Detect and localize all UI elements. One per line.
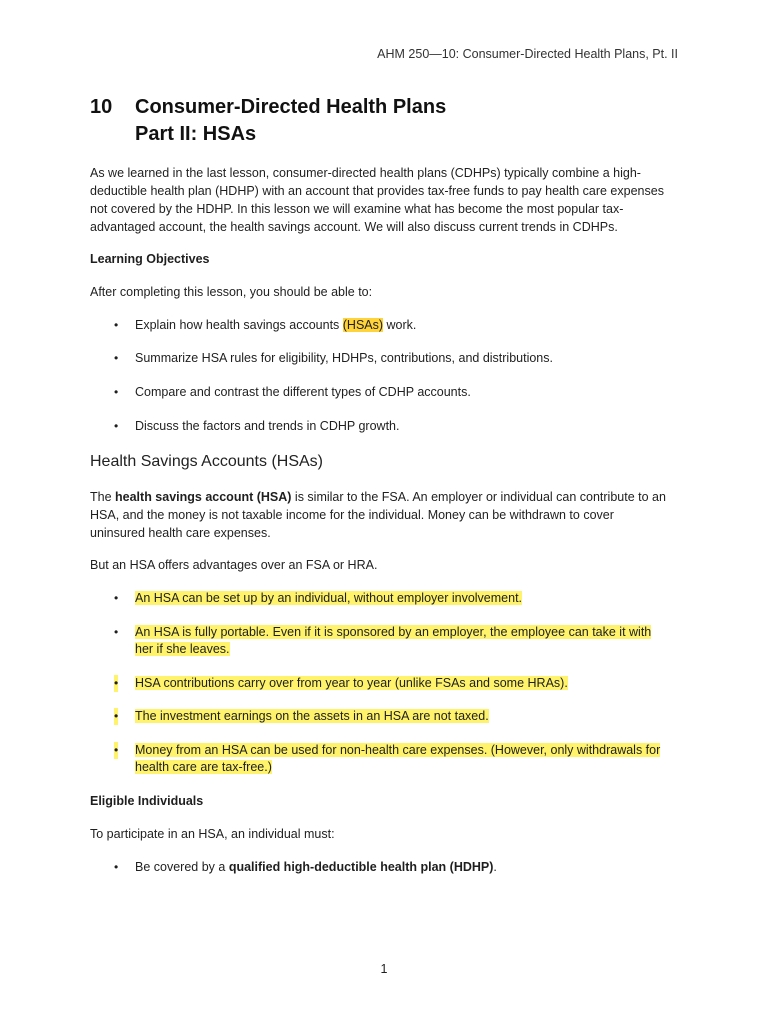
bullet-icon: •: [114, 860, 119, 874]
hsa-paragraph-2: But an HSA offers advantages over an FSA or HRA.: [90, 558, 378, 572]
bullet-icon: •: [114, 318, 119, 332]
bullet-icon: •: [114, 385, 119, 399]
hsa-term: health savings account (HSA): [115, 490, 292, 504]
hsa-section-heading: Health Savings Accounts (HSAs): [90, 453, 323, 470]
learning-objectives-heading: Learning Objectives: [90, 252, 210, 266]
eligible-individuals-heading: Eligible Individuals: [90, 794, 204, 808]
bullet-icon: •: [114, 419, 119, 433]
bullet-icon: •: [114, 676, 119, 690]
running-header: AHM 250—10: Consumer-Directed Health Plans, Pt. II: [377, 47, 678, 61]
intro-line-3: not covered by the HDHP. In this lesson we will examine what has become the most popular tax-: [90, 202, 624, 216]
eligible-lead: To participate in an HSA, an individual must:: [90, 827, 335, 841]
chapter-title-line2: Part II: HSAs: [135, 123, 257, 145]
bullet-icon: •: [114, 709, 119, 723]
hsa-paragraph-1: The health savings account (HSA) is similar to the FSA. An employer or individual can contribute to an HSA, and the money is not taxable income for the individual. Money can be withdrawn to cover uninsured health care expenses.: [90, 490, 666, 540]
bullet-icon: •: [114, 625, 119, 639]
intro-line-1: As we learned in the last lesson, consumer-directed health plans (CDHPs) typically combine a high-: [90, 166, 641, 180]
chapter-number: 10: [90, 96, 113, 118]
bullet-icon: •: [114, 351, 119, 365]
bullet-icon: •: [114, 743, 119, 757]
hsas-highlight: (HSAs): [342, 318, 384, 332]
page-number: 1: [380, 962, 388, 976]
intro-line-4: advantaged account, the health savings account. We will also discuss current trends in CDHPs.: [90, 220, 618, 234]
hdhp-term: qualified high-deductible health plan (HDHP): [228, 860, 494, 874]
chapter-title-line1: Consumer-Directed Health Plans: [135, 96, 447, 118]
document-page: AHM 250—10: Consumer-Directed Health Plans, Pt. II 10 Consumer-Directed Health Plans Part II: HSAs As we learned in the last lesson, consumer-directed health plans (CDHPs) typically combine a high- deductible health plan (HDHP) with an account that provides tax-free funds to pay health care expenses not covered by the HDHP. In this lesson we will examine what has become the most popular tax- advantaged account, the health savings account. We will also discuss current trends in CDHPs. Learning Objectives After completing this lesson, you should be able to: • Explain how health savings accounts (HSAs) work. • Summarize HSA rules for eligibility, HDHPs, contributions, and distributions. • Compare and contrast the different types of CDHP accounts. • Discuss the factors and trends in CDHP growth. Health Savings Accounts (HSAs) The health savings account (HSA) is similar to the FSA. An employer or individual can contribute to an HSA, and the money is not taxable income for the individual. Money can be withdrawn to cover uninsured health care expenses. But an HSA offers advantages over an FSA or HRA. • An HSA can be set up by an individual, without employer involvement. • An HSA is fully portable. Even if it is sponsored by an employer, the employee can take it with her if she leaves. • HSA contributions carry over from year to year (unlike FSAs and some HRAs). • The investment earnings on the assets in an HSA are not taxed. • Money from an HSA can be used for non-health care expenses. (However, only withdrawals for health care are tax-free.) Eligible Individuals To participate in an HSA, an individual must: • Be covered by a qualified high-deductible health plan (HDHP). 1: [0, 0, 768, 1024]
intro-paragraph: [90, 164, 680, 236]
intro-line-2: deductible health plan (HDHP) with an account that provides tax-free funds to pay health care expenses: [90, 184, 664, 198]
bullet-icon: •: [114, 591, 119, 605]
objectives-lead: After completing this lesson, you should be able to:: [90, 285, 373, 299]
